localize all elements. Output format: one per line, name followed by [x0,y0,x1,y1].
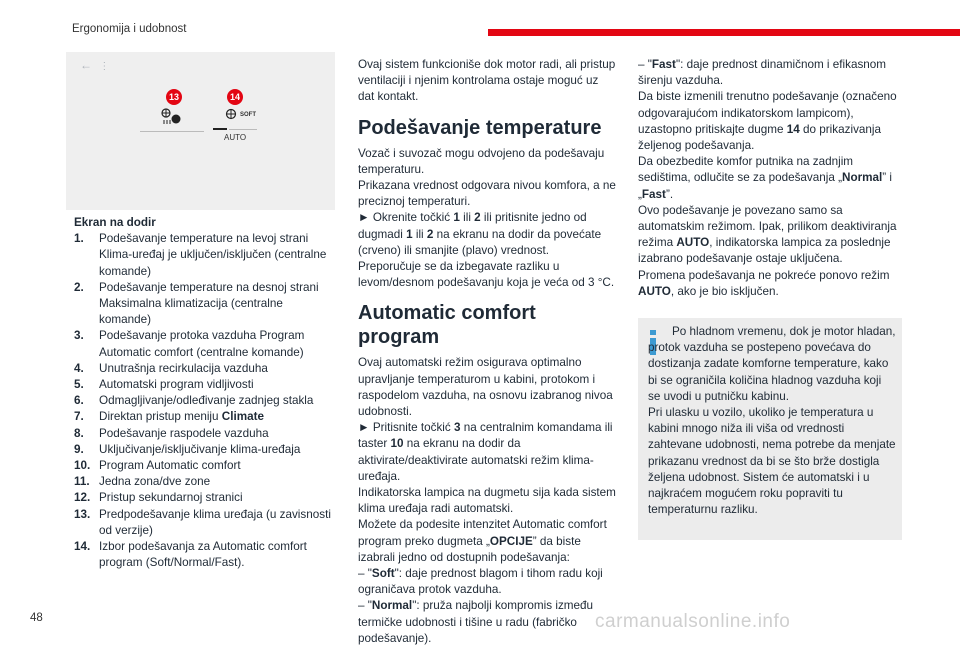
touchscreen-figure [66,52,335,210]
fan-snowflake-icon [160,108,186,126]
fast-option: – "Fast": daje prednost dinamičnom i efikasnom širenju vazduha. [638,58,887,88]
legend-item: 5. Automatski program vidljivosti [74,378,254,392]
header-accent-bar [488,29,960,36]
middle-column: Ovaj sistem funkcioniše dok motor radi, ali pristup ventilaciji i njenim kontrolama ostaje moguć uz dat kontakt. Podešavanje temperature Vozač i suvozač mogu odvojeno da podešavaju temperaturu. Prikazana vrednost odgovara nivou komfora, a ne preciznoj temperaturi. ► Okrenite točkić 1 ili 2 ili pritisnite jedno od dugmadi 1 ili 2 na ekranu na dodir da povećate (crveno) ili smanjite (plavo) vrednost. Preporučuje se da izbegavate razliku u levom/desnom podešavanju koja je veća od 3 °C. Automatic comfort program Ovaj automatski režim osigurava optimalno upravljanje temperaturom u kabini, protokom i raspodelom vazduha, na osnovu izabranog nivoa udobnosti. ► Pritisnite točkić 3 na centralnim komandama ili taster 10 na ekranu na dodir da aktivirate/deaktivirate automatski režim klima-uređaja. Indikatorska lampica na dugmetu sija kada sistem klima uređaja radi automatski. Možete da podesite intenzitet Automatic comfort program preko dugmeta „OPCIJE” da biste izabrali jedno od dostupnih podešavanja: – "Soft": daje prednost blagom i tihom radu koji ograničava protok vazduha. – "Normal": pruža najbolji kompromis između termičke udobnosti i tišine u radu (fabričko podešavanje). [358,57,616,647]
right-column: – "Fast": daje prednost dinamičnom i efikasnom širenju vazduha. Da biste izmenili trenutno podešavanje (označeno odgovarajućom indikatorskom lampicom), uzastopno pritiskajte dugme 14 do prikazivanja željenog podešavanja. Da obezbedite komfor putnika na zadnjim sedištima, odlučite se za podešavanja „Normal” i „Fast”. Ovo podešavanje je povezano samo sa automatskim režimom. Ipak, prilikom deaktiviranja režima AUTO, indikatorska lampica za poslednje izabrano podešavanje ostaje uključena. Promena podešavanja ne pokreće ponovo režim AUTO, ako je bio isključen. [638,57,904,300]
legend-item: 11. Jedna zona/dve zone [74,475,211,489]
note-paragraph: Po hladnom vremenu, dok je motor hladan, protok vazduha se postepeno povećava do dostizanja zadate komforne temperature, kako bi se ograničila količina hladnog vazduha koji se uvodi u putničku kabinu. [648,325,896,403]
left-divider [140,131,204,132]
heading-automatic-comfort: Automatic comfort program [358,302,536,349]
options-paragraph: Možete da podesite intenzitet Automatic comfort program preko dugmeta „OPCIJE” da biste izabrali jedno od dostupnih podešavanja: [358,518,607,564]
legend-caption: Ekran na dodir [74,216,156,229]
watermark: carmanualsonline.info [595,611,791,632]
normal-option: – "Normal": pruža najbolji kompromis između termičke udobnosti i tišine u radu (fabričko podešavanje). [358,599,594,645]
legend-item: 9. Uključivanje/isključivanje klima-uređaja [74,442,301,456]
legend-item: 10. Program Automatic comfort [74,459,241,473]
legend-item: 6. Odmagljivanje/odleđivanje zadnjeg stakla [74,394,314,408]
legend-item: 4. Unutrašnja recirkulacija vazduha [74,361,268,375]
heading-temperature: Podešavanje temperature [358,116,602,139]
back-arrow-icon: ← [80,58,92,72]
badge-13: 13 [166,89,182,105]
soft-label: SOFT [240,112,256,118]
legend-item: 2. Podešavanje temperature na desnoj strani Maksimalna klimatizacija (centralne komande) [74,280,319,327]
intro-paragraph: Ovaj sistem funkcioniše dok motor radi, ali pristup ventilaciji i njenim kontrolama ostaje moguć uz dat kontakt. [358,58,616,104]
legend-column [74,215,336,571]
soft-option: – "Soft": daje prednost blagom i tihom radu koji ograničava protok vazduha. [358,567,603,597]
auto-label: AUTO [224,133,247,142]
legend-item: 12. Pristup sekundarnoj stranici [74,491,243,505]
section-title: Ergonomija i udobnost [72,23,187,35]
right-divider [229,129,257,130]
legend-item: 14. Izbor podešavanja za Automatic comfort program (Soft/Normal/Fast). [74,540,307,570]
legend-item: 8. Podešavanje raspodele vazduha [74,426,269,440]
badge-14: 14 [227,89,243,105]
legend-item: 3. Podešavanje protoka vazduha Program Automatic comfort (centralne komande) [74,329,305,359]
auto-instruction: ► Pritisnite točkić 3 na centralnim komandama ili taster 10 na ekranu na dodir da aktivirate/deaktivirate automatski režim klima-uređaja. [358,421,613,483]
legend-item: 1. Podešavanje temperature na levoj strani Klima-uređaj je uključen/isključen (centralne komande) [74,232,327,278]
soft-level-bar [213,128,227,130]
info-note [638,318,902,540]
note-paragraph: Pri ulasku u vozilo, ukoliko je temperatura u kabini mnogo niža ili viša od vrednosti zahtevane udobnosti, nema potrebe da menjate prikazanu vrednost da bi se što brže dostigla željena udobnost. Sistem će automatski i u najkraćem mogućem roku popraviti tu temperaturnu razliku. [648,406,896,517]
legend-item: 13. Predpodešavanje klima uređaja (u zavisnosti od verzije) [74,507,331,537]
temp-instruction: ► Okrenite točkić 1 ili 2 ili pritisnite jedno od dugmadi 1 ili 2 na ekranu na dodir da povećate (crveno) ili smanjite (plavo) vrednost. [358,211,602,257]
more-dots-icon: ⋮ [99,61,110,72]
page-number: 48 [30,612,43,624]
legend-item: 7. Direktan pristup meniju Climate [74,410,265,424]
